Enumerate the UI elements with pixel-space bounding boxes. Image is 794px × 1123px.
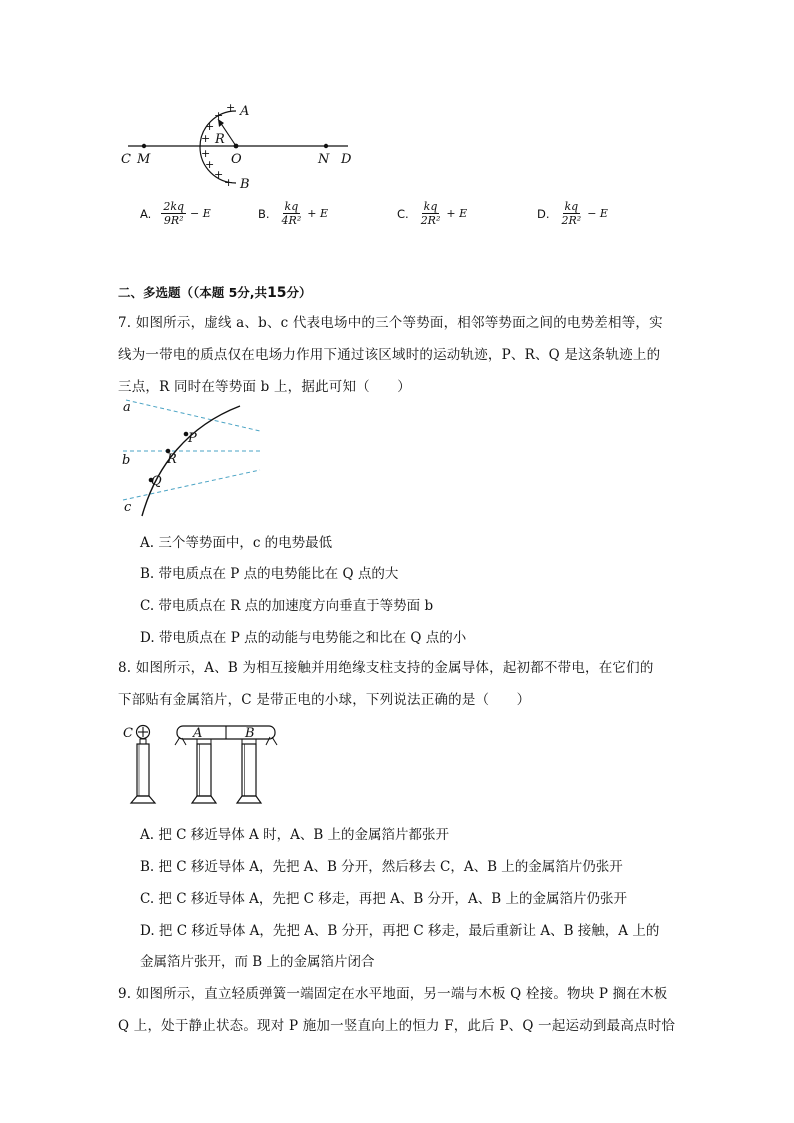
q6-point-M [142,144,146,148]
svg-text:+: + [224,176,234,189]
q8-option-c: C. 把 C 移近导体 A，先把 C 移走，再把 A、B 分开，A、B 上的金属箔片仍张开 [140,891,628,907]
q9-line-1: 9. 如图所示，直立轻质弹簧一端固定在水平地面，另一端与木板 Q 栓接。物块 P 搁在木板 [118,986,668,1002]
q7-line-1: 7. 如图所示，虚线 a、b、c 代表电场中的三个等势面，相邻等势面之间的电势差相等，实 [118,315,663,331]
stand-A-pole [197,744,211,796]
stand-B-pole [242,744,256,796]
q8-line-2: 下部贴有金属箔片，C 是带正电的小球，下列说法正确的是（ ） [118,692,531,708]
label-C: C [123,726,133,741]
option-label: A. [140,206,152,221]
stand-C-base [131,796,155,803]
q6-label-O: O [231,152,242,167]
option-tail: + E [446,207,468,220]
q6-label-C: C [121,152,131,167]
q6-point-N [324,144,328,148]
q6-option-b [258,200,328,227]
q8-option-b: B. 把 C 移近导体 A，先把 A、B 分开，然后移去 C，A、B 上的金属箔片仍张开 [140,859,623,875]
q7-line-2: 线为一带电的质点仅在电场力作用下通过该区域时的运动轨迹，P、R、Q 是这条轨迹上的 [118,347,661,363]
label-P: P [188,431,197,446]
q6-label-B: B [240,177,250,192]
svg-text:+: + [226,101,236,114]
svg-text:+: + [205,158,215,171]
q8-option-a: A. 把 C 移近导体 A 时，A、B 上的金属箔片都张开 [140,827,450,843]
equipotential-c [123,470,260,500]
stand-B-base [237,796,261,803]
q7-figure [118,396,268,521]
svg-text:+: + [205,120,215,133]
label-R: R [167,452,177,467]
q8-option-d-line-2: 金属箔片张开，而 B 上的金属箔片闭合 [140,954,375,970]
label-c: c [124,500,132,515]
label-A: A [193,726,203,741]
option-label: D. [537,206,550,221]
svg-text:+: + [201,132,211,145]
option-tail: + E [307,207,328,220]
fraction: $\frac{2kq}{\text{9R²}}$ [163,200,185,227]
q7-option-d: D. 带电质点在 P 点的动能与电势能之和比在 Q 点的小 [140,630,467,646]
q6-option-a [140,200,211,227]
option-label: C. [397,206,409,221]
q6-label-R: R [215,132,225,147]
foil-right [266,737,270,745]
stand-A-base [192,796,216,803]
label-B: B [245,726,255,741]
option-tail: − E [190,207,211,220]
svg-text:+: + [214,168,224,181]
option-tail: − E [587,207,608,220]
q9-line-2: Q 上，处于静止状态。现对 P 施加一竖直向上的恒力 F，此后 P、Q 一起运动到最高点时恰 [118,1018,676,1034]
q6-label-N: N [318,152,330,167]
q7-option-c: C. 带电质点在 R 点的加速度方向垂直于等势面 b [140,598,434,614]
q8-option-d-line-1: D. 把 C 移近导体 A，先把 A、B 分开，再把 C 移走，最后重新让 A、B 接触，A 上的 [140,923,660,939]
q7-option-b: B. 带电质点在 P 点的电势能比在 Q 点的大 [140,566,399,582]
svg-text:+: + [201,147,211,160]
label-a: a [123,400,131,415]
svg-text:+: + [214,109,224,122]
option-label: B. [258,206,270,221]
q6-label-A: A [240,104,250,119]
q6-option-c [397,200,467,227]
q6-figure [118,95,368,195]
q6-label-M: M [137,152,151,167]
q6-label-D: D [341,152,352,167]
q7-line-3: 三点，R 同时在等势面 b 上，据此可知（ ） [118,379,411,395]
equipotential-a [126,400,260,431]
q8-figure [120,720,290,810]
label-Q: Q [151,474,162,489]
fraction: $\frac{kq}{\text{4R²}}$ [281,200,302,227]
foil-left [175,737,180,745]
q6-option-d [537,200,608,227]
fraction: $\frac{kq}{\text{2R²}}$ [561,200,582,227]
fraction: $\frac{kq}{\text{2R²}}$ [420,200,441,227]
q7-option-a: A. 三个等势面中，c 的电势最低 [140,535,333,551]
label-b: b [122,453,131,468]
q8-line-1: 8. 如图所示，A、B 为相互接触并用绝缘支柱支持的金属导体，起初都不带电，在它们的 [118,660,654,676]
q6-point-O [234,144,239,149]
section-heading: 二、多选题（（本题 5分,共15分） [118,285,312,301]
